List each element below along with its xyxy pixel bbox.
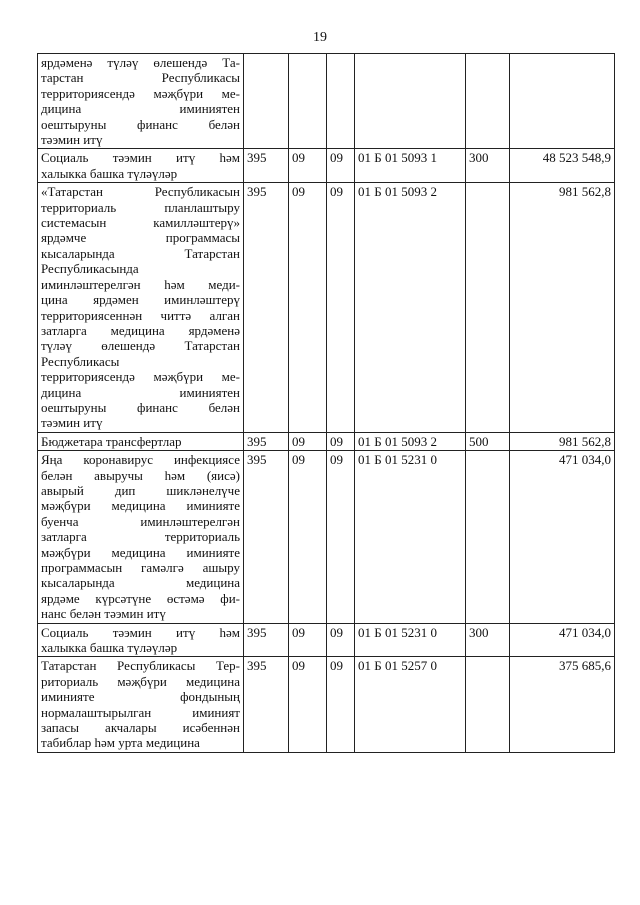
table-row [38,623,615,657]
description-line: риториаль мәҗбүри медицина [41,673,240,689]
description-line: территориясеннән читтә алган [41,307,240,323]
description-cell [38,183,244,433]
subsection-code-cell: 09 [327,623,355,657]
budget-table [37,53,615,753]
table-row [38,451,615,623]
description-line: түләү өлешендә Татарстан [41,338,240,354]
description-line: ярдәме күрсәтүне өстәмә фи- [41,590,240,606]
amount-cell [510,54,615,149]
expense-type-cell: 300 [466,149,510,183]
description-line: системасын камилләштерү» [41,215,240,231]
table-row [38,432,615,450]
section-code-cell: 09 [289,432,327,450]
description-line: «Татарстан Республикасын [41,184,240,200]
target-article-cell: 01 Б 01 5231 0 [355,623,466,657]
description-line: ярдәмче программасы [41,230,240,246]
description-line: табиблар һәм урта медицина [41,735,200,751]
expense-type-cell: 500 [466,432,510,450]
amount-cell: 48 523 548,9 [510,149,615,183]
ministry-code-cell: 395 [244,183,289,433]
description-line: халыкка башка түләүләр [41,640,178,656]
target-article-cell: 01 Б 01 5231 0 [355,451,466,623]
description-line: цина ярдәмен иминләштерү [41,292,240,308]
description-cell [38,623,244,657]
expense-type-cell [466,451,510,623]
amount-cell: 471 034,0 [510,623,615,657]
description-line: авырый дип шикләнелүче [41,482,240,498]
subsection-code-cell: 09 [327,451,355,623]
description-line: территориаль планлаштыру [41,199,240,215]
target-article-cell [355,54,466,149]
description-line: иминияте фондының [41,689,240,705]
ministry-code-cell: 395 [244,149,289,183]
description-line: тарстан Республикасы [41,70,240,86]
description-line: белән авыручы һәм (яисә) [41,467,240,483]
expense-type-cell: 300 [466,623,510,657]
amount-cell: 981 562,8 [510,432,615,450]
description-line: дицина иминиятен [41,101,240,117]
ministry-code-cell: 395 [244,623,289,657]
amount-cell: 981 562,8 [510,183,615,433]
table-row [38,149,615,183]
page-number: 19 [313,30,327,45]
description-line: программасын гамәлгә ашыру [41,560,240,575]
description-line: запасы акчалары исәбеннән [41,720,240,736]
target-article-cell: 01 Б 01 5093 2 [355,183,466,433]
amount-cell: 375 685,6 [510,657,615,752]
subsection-code-cell: 09 [327,432,355,450]
description-line: кысаларында медицина [41,575,240,591]
amount-cell: 471 034,0 [510,451,615,623]
ministry-code-cell: 395 [244,432,289,450]
table-row [38,183,615,433]
description-line: мәҗбүри медицина иминияте [41,544,240,560]
description-line: Социаль тәэмин итү һәм [41,624,240,640]
section-code-cell: 09 [289,183,327,433]
table-row [38,657,615,752]
description-cell [38,149,244,183]
section-code-cell: 09 [289,149,327,183]
description-line: кысаларында Татарстан [41,245,240,261]
description-cell [38,451,244,623]
description-line: мәҗбүри медицина иминияте [41,498,240,514]
section-code-cell: 09 [289,451,327,623]
description-line: нормалаштырылган иминият [41,704,240,720]
subsection-code-cell: 09 [327,183,355,433]
expense-type-cell [466,657,510,752]
description-line: Яңа коронавирус инфекциясе [41,452,240,468]
description-line: дицина иминиятен [41,384,240,400]
description-line: буенча иминләштерелгән [41,513,240,529]
description-line: затларга медицина ярдәменә [41,322,240,338]
ministry-code-cell [244,54,289,149]
description-cell [38,657,244,752]
description-line: Бюджетара трансфертлар [41,433,182,449]
description-line: оештыруны финанс белән [41,116,240,132]
expense-type-cell [466,54,510,149]
description-line: Татарстан Республикасы Тер- [41,658,240,674]
expense-type-cell [466,183,510,433]
ministry-code-cell: 395 [244,451,289,623]
subsection-code-cell [327,54,355,149]
description-line: иминләштерелгән һәм меди- [41,276,240,292]
description-line: территориясендә мәҗбүри ме- [41,369,240,385]
description-line: Республикасында [41,261,139,277]
target-article-cell: 01 Б 01 5257 0 [355,657,466,752]
section-code-cell: 09 [289,623,327,657]
description-line: затларга территориаль [41,529,240,545]
section-code-cell [289,54,327,149]
table-body [38,54,615,753]
subsection-code-cell: 09 [327,657,355,752]
description-line: Социаль тәэмин итү һәм [41,150,240,166]
table-row [38,54,615,149]
description-line: оештыруны финанс белән [41,399,240,415]
target-article-cell: 01 Б 01 5093 1 [355,149,466,183]
description-line: халыкка башка түләүләр [41,165,178,181]
description-cell [38,432,244,450]
section-code-cell: 09 [289,657,327,752]
description-line: ярдәменә түләү өлешендә Та- [41,55,240,70]
subsection-code-cell: 09 [327,149,355,183]
description-line: территориясендә мәҗбүри ме- [41,85,240,101]
description-line: нанс белән тәэмин итү [41,606,166,622]
ministry-code-cell: 395 [244,657,289,752]
description-line: Республикасы [41,353,120,369]
description-line: тәэмин итү [41,415,103,431]
description-line: тәэмин итү [41,132,103,148]
description-cell [38,54,244,149]
target-article-cell: 01 Б 01 5093 2 [355,432,466,450]
